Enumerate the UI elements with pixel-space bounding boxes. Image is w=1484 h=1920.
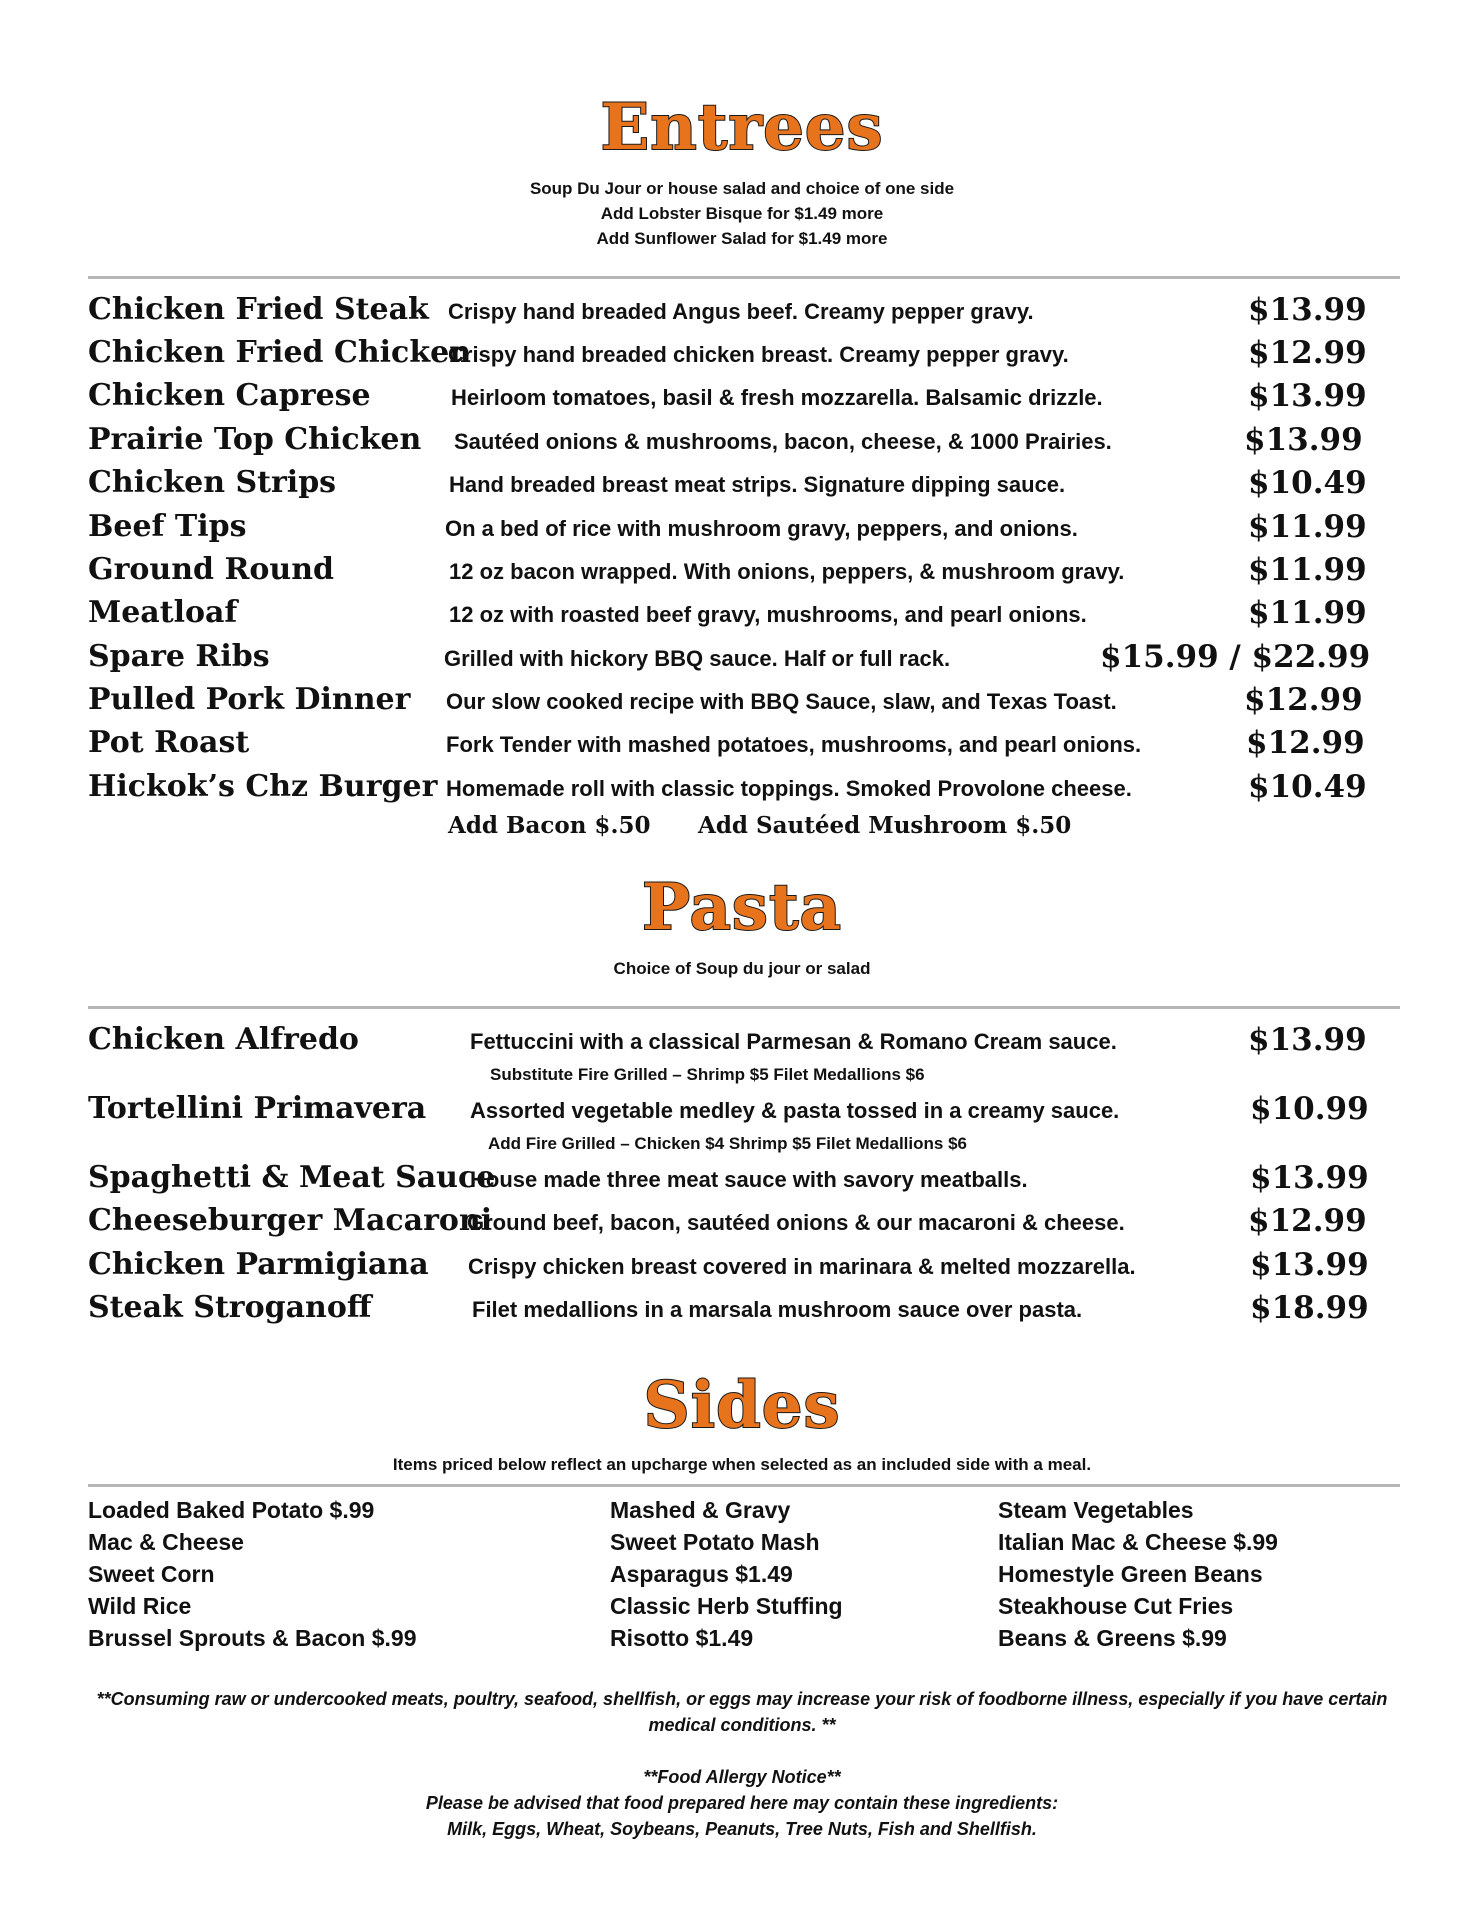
pasta-price: $13.99: [1250, 1160, 1369, 1196]
side-item: Brussel Sprouts & Bacon $.99: [88, 1625, 417, 1651]
consumption-warning: **Consuming raw or undercooked meats, poultry, seafood, shellfish, or eggs may increase your risk of foodborne illness, especially if you have certain medical conditions. **: [96, 1689, 1388, 1735]
allergy-notice-line-2: Milk, Eggs, Wheat, Soybeans, Peanuts, Tree Nuts, Fish and Shellfish.: [447, 1819, 1037, 1839]
entree-row: [0, 769, 1484, 813]
sides-column-3: [998, 1494, 1278, 1654]
entree-description: Grilled with hickory BBQ sauce. Half or full rack.: [444, 646, 951, 671]
add-bacon-option: Add Bacon $.50: [448, 812, 651, 839]
pasta-description: Filet medallions in a marsala mushroom sauce over pasta.: [472, 1297, 1083, 1322]
side-item: Italian Mac & Cheese $.99: [998, 1529, 1278, 1555]
entree-price: $11.99: [1248, 552, 1367, 588]
entree-description: Heirloom tomatoes, basil & fresh mozzarella. Balsamic drizzle.: [451, 385, 1103, 410]
entree-price: $12.99: [1248, 335, 1367, 371]
pasta-price: $13.99: [1250, 1247, 1369, 1283]
side-item: Wild Rice: [88, 1593, 192, 1619]
entrees-note-3: Add Sunflower Salad for $1.49 more: [596, 229, 888, 248]
entree-description: Hand breaded breast meat strips. Signature dipping sauce.: [449, 472, 1066, 497]
pasta-name: Steak Stroganoff: [88, 1290, 372, 1325]
entree-row: [0, 378, 1484, 422]
entree-description: 12 oz bacon wrapped. With onions, peppers, & mushroom gravy.: [449, 559, 1125, 584]
side-item: Steakhouse Cut Fries: [998, 1593, 1234, 1619]
pasta-description: House made three meat sauce with savory meatballs.: [470, 1167, 1028, 1192]
pasta-divider: [88, 1006, 1400, 1009]
sides-heading: Sides: [643, 1368, 841, 1443]
side-item: Sweet Potato Mash: [610, 1529, 820, 1555]
side-item: Loaded Baked Potato $.99: [88, 1497, 375, 1523]
side-item: Sweet Corn: [88, 1561, 215, 1587]
entree-price: $13.99: [1244, 422, 1363, 458]
entree-price: $11.99: [1248, 595, 1367, 631]
entrees-divider: [88, 276, 1400, 279]
entrees-note-2: Add Lobster Bisque for $1.49 more: [600, 204, 884, 223]
entree-price: $15.99 / $22.99: [1100, 639, 1371, 675]
entree-description: 12 oz with roasted beef gravy, mushrooms, and pearl onions.: [449, 602, 1087, 627]
entree-price: $10.49: [1248, 769, 1367, 805]
side-item: Homestyle Green Beans: [998, 1561, 1263, 1587]
pasta-price: $10.99: [1250, 1091, 1369, 1127]
pasta-row: [0, 1290, 1484, 1334]
pasta-row: [0, 1160, 1484, 1204]
entree-name: Meatloaf: [88, 595, 238, 630]
entree-name: Hickok’s Chz Burger: [88, 769, 438, 804]
pasta-price: $18.99: [1250, 1290, 1369, 1326]
entree-description: Fork Tender with mashed potatoes, mushrooms, and pearl onions.: [446, 732, 1142, 757]
entree-name: Beef Tips: [88, 509, 247, 544]
pasta-substitution-note: Substitute Fire Grilled – Shrimp $5 Filet Medallions $6: [490, 1065, 925, 1084]
entree-row: [0, 639, 1484, 683]
sides-column-1: [88, 1494, 417, 1654]
entree-description: Crispy hand breaded chicken breast. Creamy pepper gravy.: [448, 342, 1069, 367]
entree-row: [0, 292, 1484, 336]
entree-price: $13.99: [1248, 378, 1367, 414]
entree-row: [0, 682, 1484, 726]
side-item: Steam Vegetables: [998, 1497, 1194, 1523]
entree-price: $12.99: [1246, 725, 1365, 761]
pasta-description: Crispy chicken breast covered in marinara & melted mozzarella.: [468, 1254, 1136, 1279]
pasta-row: [0, 1022, 1484, 1066]
side-item: Asparagus $1.49: [610, 1561, 793, 1587]
side-item: Mashed & Gravy: [610, 1497, 791, 1523]
side-item: Risotto $1.49: [610, 1625, 754, 1651]
entree-description: Crispy hand breaded Angus beef. Creamy pepper gravy.: [448, 299, 1034, 324]
pasta-name: Spaghetti & Meat Sauce: [88, 1160, 496, 1195]
entree-name: Chicken Fried Chicken: [88, 335, 471, 370]
pasta-name: Chicken Alfredo: [88, 1022, 359, 1057]
entree-row: [0, 335, 1484, 379]
entree-name: Pot Roast: [88, 725, 250, 760]
pasta-price: $12.99: [1248, 1203, 1367, 1239]
pasta-note: Choice of Soup du jour or salad: [613, 959, 871, 978]
entree-name: Ground Round: [88, 552, 335, 587]
entree-description: Our slow cooked recipe with BBQ Sauce, slaw, and Texas Toast.: [446, 689, 1117, 714]
side-item: Mac & Cheese: [88, 1529, 244, 1555]
sides-column-2: [610, 1494, 843, 1654]
entree-description: On a bed of rice with mushroom gravy, peppers, and onions.: [445, 516, 1078, 541]
pasta-description: Fettuccini with a classical Parmesan & Romano Cream sauce.: [470, 1029, 1117, 1054]
entree-price: $13.99: [1248, 292, 1367, 328]
pasta-description: Ground beef, bacon, sautéed onions & our macaroni & cheese.: [467, 1210, 1125, 1235]
pasta-name: Chicken Parmigiana: [88, 1247, 429, 1282]
entree-name: Prairie Top Chicken: [88, 422, 422, 457]
entree-row: [0, 465, 1484, 509]
entree-description: Sautéed onions & mushrooms, bacon, cheese, & 1000 Prairies.: [454, 429, 1112, 454]
entree-name: Spare Ribs: [88, 639, 270, 674]
entree-row: [0, 595, 1484, 639]
pasta-row: [0, 1091, 1484, 1135]
side-item: Beans & Greens $.99: [998, 1625, 1227, 1651]
pasta-name: Tortellini Primavera: [88, 1091, 427, 1126]
pasta-addon-note: Add Fire Grilled – Chicken $4 Shrimp $5 Filet Medallions $6: [488, 1134, 967, 1153]
add-mushroom-option: Add Sautéed Mushroom $.50: [698, 812, 1072, 839]
pasta-row: [0, 1203, 1484, 1247]
entree-name: Chicken Fried Steak: [88, 292, 429, 327]
entree-price: $10.49: [1248, 465, 1367, 501]
entree-description: Homemade roll with classic toppings. Smoked Provolone cheese.: [446, 776, 1132, 801]
pasta-price: $13.99: [1248, 1022, 1367, 1058]
pasta-description: Assorted vegetable medley & pasta tossed in a creamy sauce.: [470, 1098, 1120, 1123]
side-item: Classic Herb Stuffing: [610, 1593, 843, 1619]
entree-row: [0, 422, 1484, 466]
entree-name: Chicken Strips: [88, 465, 337, 500]
entree-row: [0, 552, 1484, 596]
entree-price: $12.99: [1244, 682, 1363, 718]
pasta-name: Cheeseburger Macaroni: [88, 1203, 493, 1238]
entree-name: Pulled Pork Dinner: [88, 682, 411, 717]
pasta-row: [0, 1247, 1484, 1291]
entrees-note-1: Soup Du Jour or house salad and choice of one side: [529, 179, 955, 198]
allergy-notice-title: **Food Allergy Notice**: [643, 1767, 841, 1787]
entrees-heading: Entrees: [600, 90, 884, 165]
sides-divider: [88, 1484, 1400, 1487]
entree-row: [0, 725, 1484, 769]
entree-name: Chicken Caprese: [88, 378, 371, 413]
allergy-notice-line-1: Please be advised that food prepared here may contain these ingredients:: [425, 1793, 1059, 1813]
sides-note: Items priced below reflect an upcharge when selected as an included side with a meal.: [392, 1455, 1092, 1474]
pasta-heading: Pasta: [642, 870, 842, 945]
entree-price: $11.99: [1248, 509, 1367, 545]
entree-row: [0, 509, 1484, 553]
